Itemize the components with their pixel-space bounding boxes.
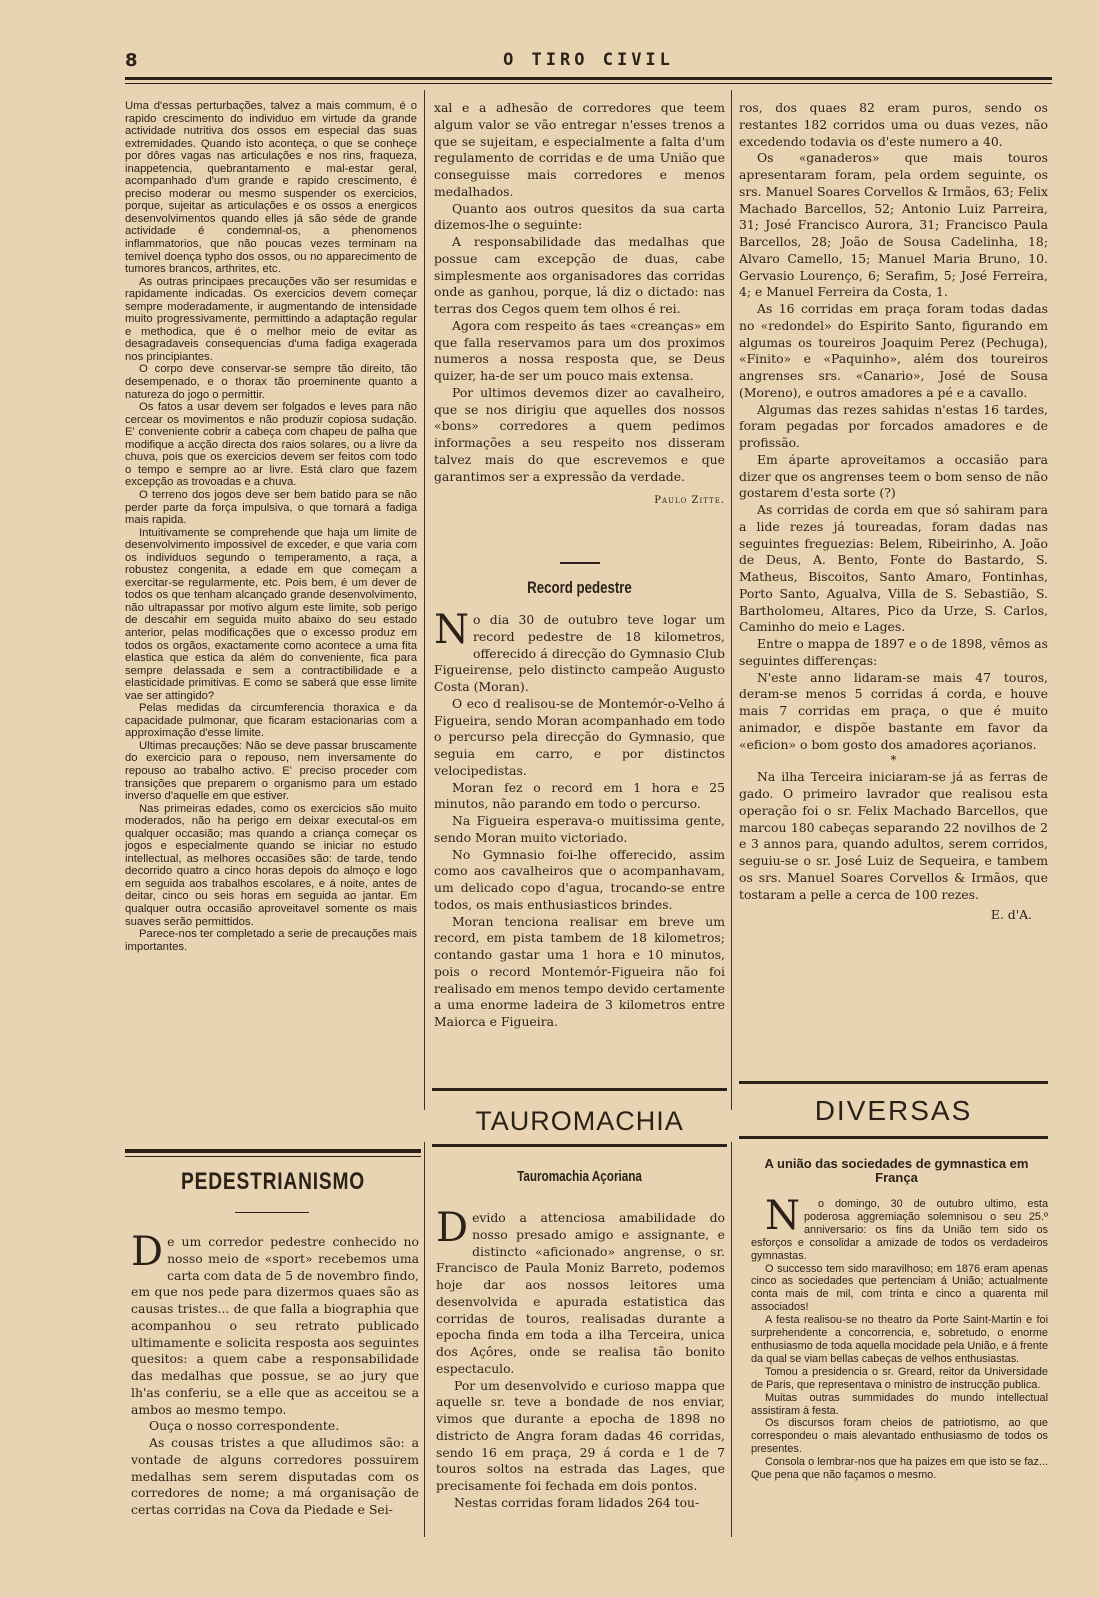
drop-cap: N <box>765 1198 800 1239</box>
paragraph: Na ilha Terceira iniciaram-se já as ferras de gado. O primeiro lavrador que realisou esta operação foi o sr. Felix Machado Barcellos, que marcou 180 cabeças separando 22 novilhos de 2 e 3 annos para, quando adultos, serem corridos, seguiu-se o sr. José Luiz de Sequeira, e tambem os srs. Manuel Soares Corvellos & Irmãos, que tostaram a pelle a cerca de 100 rezes. <box>739 769 1048 902</box>
paragraph: Por ultimos devemos dizer ao cavalheiro, que se nos dirigiu que aquelles dos nossos «bons» corredores a quem pedimos informações a seu respeito nos disseram talvez mais do que escrevemos e que garantimos ser a expressão da verdade. <box>434 384 725 484</box>
article-pedestrianismo-cont <box>434 100 725 550</box>
paragraph: Na Figueira esperava-o muitissima gente, sendo Moran muito victoriado. <box>434 813 725 845</box>
article-tauromachia <box>436 1210 725 1540</box>
paragraph: Parece-nos ter completado a serie de precauções mais importantes. <box>125 928 417 953</box>
paragraph: Por um desenvolvido e curioso mappa que aquelle sr. teve a bondade de nos enviar, vimos que durante a epocha de 1898 no districto de Angra foram dadas 46 corridas, sendo 16 em praça, 29 á corda e 1 de 7 touros soltos na estrada das Lages, que precisamente foi fechada em dois pontos. <box>436 1377 725 1493</box>
signature: E. d'A. <box>990 907 1032 923</box>
paragraph: O successo tem sido maravilhoso; em 1876 eram apenas cinco as sociedades que pertenciam á União; actualmente conta mais de mil, com trinta e cinco a quarenta mil associados! <box>751 1262 1048 1314</box>
paragraph: Moran fez o record em 1 hora e 25 minutos, não parando em todo o percurso. <box>434 779 725 812</box>
paragraph: O terreno dos jogos deve ser bem batido para se não perder parte da força impulsiva, o que tornará a fadiga mais rapida. <box>125 488 417 527</box>
paragraph: As 16 corridas em praça foram todas dadas no «redondel» do Espirito Santo, figurando em algumas os toureiros Joaquim Perez (Pechuga), «Finito» e «Paquinho», além dos toureiros angrenses srs. «Canario», José de Sousa (Moreno), e outros amadores a pé e a cavallo. <box>739 301 1048 400</box>
column-rule <box>731 90 732 1110</box>
paragraph: Muitas outras summidades do mundo intellectual assistiram á festa. <box>751 1391 1048 1417</box>
paragraph: Nas primeiras edades, como os exercicios são muito moderados, não ha perigo em deixar executal-os em qualquer occasião; mas quando a criança começar os jogos e especialmente quando se iniciar no estudo intellectual, as melhores occasiões são: de tarde, tendo decorrido quatro a cinco horas depois do almoço e logo em seguida aos trabalhos escolares, e á noite, antes de deitar, cinco ou seis horas em seguida ao jantar. Em qualquer outra occasião aproveitavel somente os mais suaves serão permittidos. <box>125 802 417 928</box>
paragraph: Os discursos foram cheios de patriotismo, ao que correspondeu o mais alevantado enthusiasmo de todos os presentes. <box>751 1417 1048 1456</box>
paragraph: Moran tenciona realisar em breve um record, em pista tambem de 18 kilometros; contando gastar uma 1 hora e 10 minutos, pois o record Montemór-Figueira não foi realisado em menos tempo devido certamente a uma enorme ladeira de 3 kilometros entre Maiorca e Figueira. <box>434 913 725 1029</box>
paragraph: Quanto aos outros quesitos da sua carta dizemos-lhe o seguinte: <box>434 200 725 233</box>
paragraph: As corridas de corda em que só sahiram para a lide rezes já toureadas, foram dadas nas seguintes freguezias: Belem, Ribeirinho, A. João de Deus, A. Bento, Fonte do Bastardo, S. Matheus, Biscoitos, Santo Amaro, Fontinhas, Porto Santo, Agualva, Villa de S. Sebastião, S. Bartholomeu, Altares, Pico da Urze, S. Carlos, Caminho do meio e Lages. <box>739 502 1048 635</box>
masthead: O TIRO CIVIL <box>503 50 674 70</box>
paragraph: Os fatos a usar devem ser folgados e leves para não cercear os movimentos e não produzir copiosa sudação. E' conveniente cobrir a cabeça com chapeu de palha que modifique a acção directa dos raios solares, ou a livre da chuva, pois que os exercicios devem ser feitos com todo o tempo e sempre ao ar livre. Está claro que fazem excepção as trovoadas e a chuva. <box>125 401 417 489</box>
tauromachia-subtitle: Tauromachia Açoriana <box>517 1168 642 1185</box>
asterisk-divider: * <box>890 753 897 768</box>
paragraph: A festa realisou-se no theatro da Porte Saint-Martin e foi surprehendente a concorrencia, e, sobretudo, o enorme enthusiasmo de toda aquella mocidade pela União, e á frente da qual se viam bellas cabeças de velhos enthusiastas. <box>751 1314 1048 1365</box>
column-rule <box>424 1142 425 1537</box>
section-title-tauromachia: TAUROMACHIA <box>475 1106 684 1136</box>
paragraph: Tomou a presidencia o sr. Greard, reitor da Universidade de Paris, que representava o ministro de instrucção publica. <box>751 1365 1048 1391</box>
article-tauromachia-cont <box>739 100 1048 1066</box>
paragraph: Consola o lembrar-nos que ha paizes em que isto se faz... Que pena que não façamos o mesmo. <box>751 1456 1048 1482</box>
article-diversas <box>751 1198 1048 1538</box>
column-rule <box>424 90 425 1110</box>
paragraph: xal e a adhesão de corredores que teem algum valor se vão entregar n'esses trenos a que se sujeitam, e especialmente a falta d'um regulamento de corridas e de uma União que conseguisse mais corredores e menos medalhados. <box>434 100 725 199</box>
paragraph: O corpo deve conservar-se sempre tão direito, tão desempenado, e o thorax tão proeminente quanto a natureza do jogo o permittir. <box>125 363 417 401</box>
paragraph: Uma d'essas perturbações, talvez a mais commum, é o rapido crescimento do individuo em virtude da grande actividade nutritiva dos ossos em especial das suas extremidades. Quando isto aconteça, o que se conheçe por dôres vagas nas articulações e nos rins, fraqueza, inappetencia, quebrantamento e mal-estar geral, acompanhado d'um grande e rapido crescimento, é preciso moderar ou mesmo suspender os exercicios, porque, sujeitar as articulações e os ossos a energicos desenvolvimentos quando elles já são séde de grande actividade é condemnal-os, a phenomenos inflammatorios, que não poucas vezes terminam na temivel doença typho dos ossos, ou no apparecimento de tumores brancos, arthrites, etc. <box>125 100 417 276</box>
paragraph: Os «ganaderos» que mais touros apresentaram foram, pela ordem seguinte, os srs. Manuel Soares Corvellos & Irmãos, 63; Felix Machado Barcellos, 52; Antonio Luiz Parreira, 31; José Francisco Aurora, 31; Francisco Paula Barcellos, 28; João de Sousa Cadelinha, 18; Alvaro Camello, 15; Manuel Maria Bruno, 10. Gervasio Lourenço, 6; Serafim, 5; José Ferreira, 4; e Manuel Ferreira da Costa, 1. <box>739 150 1048 300</box>
section-rule <box>739 1136 1048 1139</box>
divider <box>560 562 600 564</box>
record-title: Record pedestre <box>527 578 632 597</box>
paragraph: Agora com respeito ás taes «creanças» em que falla reservamos para um dos proximos numeros a nossa resposta que, se Deus quizer, ha-de ser um pouco mais extensa. <box>434 317 725 383</box>
paragraph-first: De um corredor pedestre conhecido no nosso meio de «sport» recebemos uma carta com data de 5 de novembro findo, em que nos pede para dizermos quaes são as causas tristes... de que falla a biographia que acompanhou o seu retrato publicado ultimamente e solicita resposta aos seguintes quesitos: a quem cabe a responsabilidade das medalhas que possue, se ao jury que lh'as conferiu, se a elle que as acceitou se a ambos ao mesmo tempo. <box>131 1234 419 1417</box>
page-number: 8 <box>125 50 138 71</box>
section-title-diversas: DIVERSAS <box>814 1095 973 1126</box>
paragraph: As cousas tristes a que alludimos são: a vontade de alguns corredores possuirem medalhas sem serem disputadas com os corredores de nome; a má organisação de certas corridas na Cova da Piedade e Sei- <box>131 1435 419 1517</box>
section-rule <box>432 1144 727 1147</box>
paragraph: Nestas corridas foram lidados 264 tou- <box>454 1494 700 1510</box>
drop-cap: D <box>436 1210 469 1251</box>
section-rule <box>432 1088 727 1091</box>
paragraph: A responsabilidade das medalhas que possue cam excepção de duas, cabe simplesmente aos organisadores das corridas onde as ganhou, porque, lá diz o dictado: nas terras dos Cegos quem tem olhos é rei. <box>434 234 725 316</box>
paragraph-first: Devido a attenciosa amabilidade do nosso presado amigo e assignante, e distincto «aficionado» angrense, o sr. Francisco de Paula Moniz Barreto, podemos hoje dar aos nossos leitores uma desenvolvida e apurada estatistica das corridas de touros, realisadas durante a epocha finda em toda a ilha Terceira, unica dos Açôres, onde se realisa tão bonito espectaculo. <box>436 1210 725 1376</box>
paragraph: Pelas medidas da circumferencia thoraxica e da capacidade pulmonar, que ficaram estacionarias com a approximação d'esse limite. <box>125 702 417 740</box>
section-rule <box>739 1081 1048 1084</box>
paragraph: N'este anno lidaram-se mais 47 touros, deram-se menos 5 corridas á corda, e houve mais 7 corridas em praça, o que é muito animador, e dispõe bastante em favor da «eficion» o bom gosto dos amadores açorianos. <box>739 669 1048 752</box>
paragraph: Intuitivamente se comprehende que haja um limite de desenvolvimento impossivel de exceder, e que varia com os individuos segundo o temperamento, a raça, a robustez congenita, a edade em que começam a exercitar-se regularmente, etc. Pois bem, é um dever de todos os que tenham alcançado grande desenvolvimento, não ultrapassar por motivo algum este limite, sob perigo de descahir em seguida muito abaixo do seu estado anterior, pelas modificações que o excesso produz em todos os orgãos, exactamente como acontece a uma fita elastica que estica da além do conveniente, fica para sempre delassada e sem a contractibilidade e a elasticidade primitivas. E como se saberá que esse limite vae ser attingido? <box>125 526 417 702</box>
article-pedestrianismo <box>131 1234 419 1544</box>
paragraph: ros, dos quaes 82 eram puros, sendo os restantes 182 corridos uma ou duas vezes, não excedendo todavia os d'este numero a 40. <box>739 100 1048 149</box>
column-rule <box>731 1142 732 1537</box>
paragraph: Entre o mappa de 1897 e o de 1898, vêmos as seguintes differenças: <box>739 636 1048 668</box>
drop-cap: N <box>434 612 469 653</box>
section-rule <box>125 1149 421 1153</box>
paragraph-first: N o domingo, 30 de outubro ultimo, esta poderosa aggremiação solemnisou o seu 25.º anniversario: os fins da União tem sido os esforços e consolidar a amizade de todos os verdadeiros gymnastas. <box>751 1198 1048 1262</box>
title-underline <box>235 1212 309 1213</box>
paragraph: Algumas das rezes sahidas n'estas 16 tardes, foram pegadas por forcados amadores e de profissão. <box>739 401 1048 450</box>
paragraph: No Gymnasio foi-lhe offerecido, assim como aos cavalheiros que o acompanhavam, um delicado copo d'agua, trocando-se entre todos, os mais enthusiasticos brindes. <box>434 846 725 912</box>
paragraph: Em áparte aproveitamos a occasião para dizer que os angrenses teem o bom senso de não gostarem d'esta sorte (?) <box>739 451 1048 501</box>
page-header <box>125 50 1052 72</box>
byline: Paulo Zitte. <box>654 495 725 507</box>
header-rule-thick <box>125 77 1052 80</box>
header-rule-thin <box>125 83 1052 84</box>
paragraph: Ouça o nosso correspondente. <box>149 1418 340 1434</box>
section-title-pedestrianismo: PEDESTRIANISMO <box>180 1168 366 1195</box>
article-record <box>434 612 725 1082</box>
article-hygiene <box>125 100 417 1122</box>
paragraph: As outras principaes precauções vão ser resumidas e rapidamente indicadas. Os exercicios devem começar sempre moderadamente, ir augmentando de intensidade muito progressivamente, permittindo a adaptação regular e methodica, que é o melhor meio de evitar as desagradaveis consequencias d'uma fadiga exagerada nos principiantes. <box>125 275 417 363</box>
section-rule-thin <box>125 1156 421 1157</box>
diversas-subtitle: A união das sociedades de gymnastica em França <box>764 1156 1029 1185</box>
paragraph: Ultimas precauções: Não se deve passar bruscamente do exercicio para o repouso, nem inversamente do repouso ao trabalho activo. E' preciso proceder com transições que preparem o organismo para um estado inverso d'aquelle em que estiver. <box>125 739 417 803</box>
paragraph-first: No dia 30 de outubro teve logar um record pedestre de 18 kilometros, offerecido á direcção do Gymnasio Club Figueirense, pelo distincto campeão Augusto Costa (Moran). <box>434 612 725 694</box>
drop-cap: D <box>131 1234 164 1275</box>
paragraph: O eco d realisou-se de Montemór-o-Velho á Figueira, sendo Moran acompanhado em todo o percurso pela direcção do Gymnasio, que seguia em carro, e por distinctos velocipedistas. <box>434 695 725 778</box>
